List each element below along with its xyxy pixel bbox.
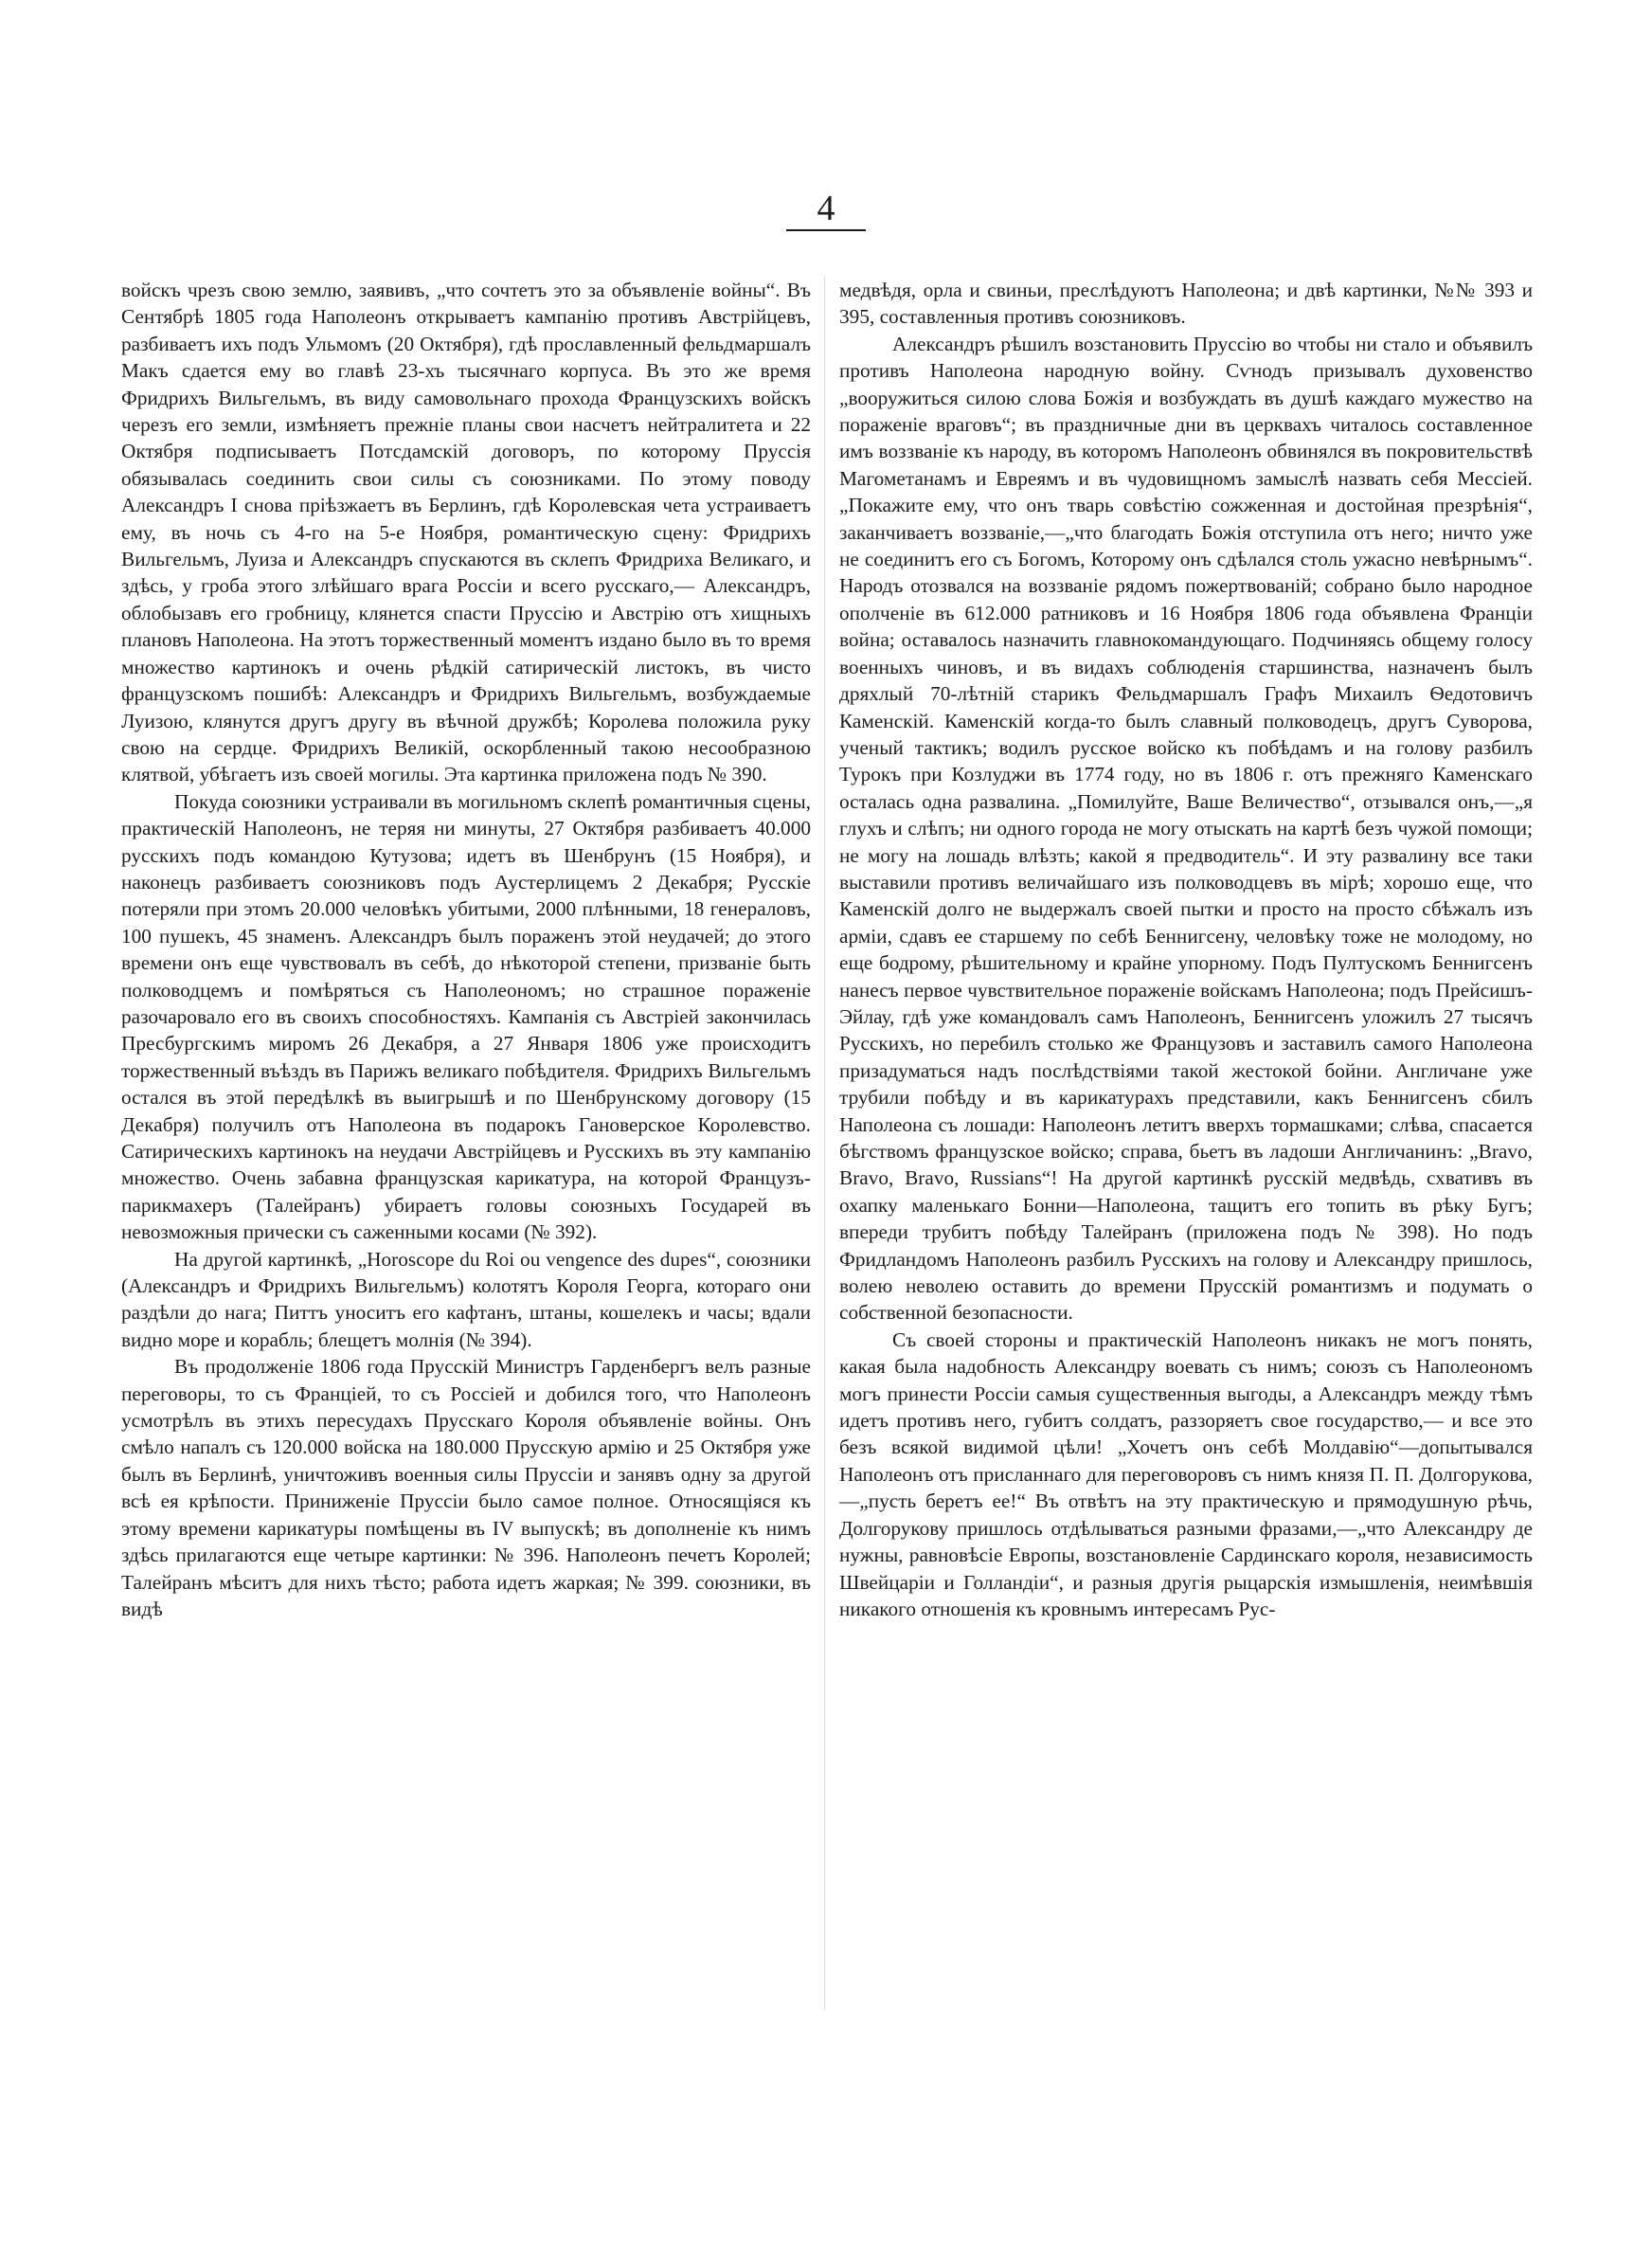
page-header: [0, 188, 1652, 231]
right-paragraph-2: Александръ рѣшилъ возстановить Пруссію во чтобы ни стало и объявилъ противъ Наполеона народную войну. Сѵнодъ призывалъ духовенство „вооружиться силою слова Божія и возбуждать въ душѣ каждаго мужество на пораженіе враговъ“; въ праздничные дни въ церквахъ читалось составленное имъ воззваніе къ народу, въ которомъ Наполеонъ обвинялся въ покровительствѣ Магометанамъ и Евреямъ и въ чудовищномъ замыслѣ назвать себя Мессіей. „Покажите ему, что онъ тварь совѣстію сожженная и достойная презрѣнія“, заканчиваетъ воззваніе,—„что благодать Божія отступила отъ него; ничто уже не соединитъ его съ Богомъ, Которому онъ сдѣлался столь ужасно невѣрнымъ“. Народъ отозвался на воззваніе рядомъ пожертвованій; собрано было народное ополченіе въ 612.000 ратниковъ и 16 Ноября 1806 года объявлена Франціи война; оставалось назначить главнокомандующаго. Подчиняясь общему голосу военныхъ чиновъ, и въ видахъ соблюденія старшинства, назначенъ былъ дряхлый 70-лѣтній старикъ Фельдмаршалъ Графъ Михаилъ Ѳедотовичъ Каменскій. Каменскій когда-то былъ славный полководецъ, другъ Суворова, ученый тактикъ; водилъ русское войско къ побѣдамъ и на голову разбилъ Турокъ при Козлуджи въ 1774 году, но въ 1806 г. отъ прежняго Каменскаго осталась одна развалина. „Помилуйте, Ваше Величество“, отзывался онъ,—„я глухъ и слѣпъ; ни одного города не могу отыскать на картѣ безъ чужой помощи; не могу на лошадь влѣзть; какой я предводитель“. И эту развалину все таки выставили противъ величайшаго изъ полководцевъ въ мірѣ; хорошо еще, что Каменскій долго не выдержалъ своей пытки и просто на просто сбѣжалъ изъ арміи, сдавъ ее старшему по себѣ Беннигсену, человѣку тоже не молодому, но еще бодрому, рѣшительному и крайне упорному. Подъ Пултускомъ Беннигсенъ нанесъ первое чувствительное пораженіе войскамъ Наполеона; подъ Прейсишъ-Эйлау, гдѣ уже командовалъ самъ Наполеонъ, Беннигсенъ уложилъ 27 тысячъ Русскихъ, но перебилъ столько же Французовъ и заставилъ самого Наполеона призадуматься надъ послѣдствіями такой жестокой бойни. Англичане уже трубили побѣду и въ карикатурахъ представили, какъ Беннигсенъ сбилъ Наполеона съ лошади: Наполеонъ летитъ вверхъ тормашками; слѣва, спасается бѣгствомъ французское войско; справа, бьетъ въ ладоши Англичанинъ: „Bravo, Bravo, Bravo, Russians“! На другой картинкѣ русскій медвѣдь, схвативъ въ охапку маленькаго Бонни—Наполеона, тащитъ его топить въ рѣку Бугъ; впереди трубитъ побѣду Талейранъ (приложена подъ № 398). Но подъ Фридландомъ Наполеонъ разбилъ Русскихъ на голову и Александру пришлось, волею неволею оставить до времени Прусскій романтизмъ и подумать о собственной безопасности.: [839, 332, 1533, 1325]
page-number: 4: [786, 188, 866, 231]
left-paragraph-4: Въ продолженіе 1806 года Прусскій Министръ Гарденбергъ велъ разные переговоры, то съ Франціей, то съ Россіей и добился того, что Наполеонъ усмотрѣлъ въ этихъ пересудахъ Прусскаго Короля объявленіе войны. Онъ смѣло напалъ съ 120.000 войска на 180.000 Прусскую армію и 25 Октября уже былъ въ Берлинѣ, уничтоживъ военныя силы Пруссіи и занявъ одну за другой всѣ ея крѣпости. Приниженіе Пруссіи было самое полное. Относящіяся къ этому времени карикатуры помѣщены въ IV выпускѣ; въ дополненіе къ нимъ здѣсь прилагаются еще четыре картинки: № 396. Наполеонъ печетъ Королей; Талейранъ мѣситъ для нихъ тѣсто; работа идетъ жаркая; № 399. союзники, въ видѣ: [121, 1355, 811, 1620]
left-paragraph-2: Покуда союзники устраивали въ могильномъ склепѣ романтичныя сцены, практическій Наполеонъ, не теряя ни минуты, 27 Октября разбиваетъ 40.000 русскихъ подъ командою Кутузова; идетъ въ Шенбрунъ (15 Ноября), и наконецъ разбиваетъ союзниковъ подъ Аустерлицемъ 2 Декабря; Русскіе потеряли при этомъ 20.000 человѣкъ убитыми, 2000 плѣнными, 18 генераловъ, 100 пушекъ, 45 знаменъ. Александръ былъ пораженъ этой неудачей; до этого времени онъ еще чувствовалъ въ себѣ, до нѣкоторой степени, призваніе быть полководцемъ и помѣряться съ Наполеономъ; но страшное пораженіе разочаровало его въ своихъ способностяхъ. Кампанія съ Австріей закончилась Пресбургскимъ миромъ 26 Декабря, а 27 Января 1806 уже происходитъ торжественный въѣздъ въ Парижъ великаго побѣдителя. Фридрихъ Вильгельмъ остался въ этой передѣлкѣ въ выигрышѣ и по Шенбрунскому договору (15 Декабря) получилъ отъ Наполеона въ подарокъ Гановерское Королевство. Сатирическихъ картинокъ на неудачи Австрійцевъ и Русскихъ въ эту кампанію множество. Очень забавна французская карикатура, на которой Французъ-парикмахеръ (Талейранъ) убираетъ головы союзныхъ Государей въ невозможныя прически съ саженными косами (№ 392).: [121, 789, 811, 1244]
right-column: [839, 277, 1533, 1622]
left-paragraph-1: войскъ чрезъ свою землю, заявивъ, „что сочтетъ это за объявленіе войны“. Въ Сентябрѣ 1805 года Наполеонъ открываетъ кампанію противъ Австрійцевъ, разбиваетъ ихъ подъ Ульмомъ (20 Октября), гдѣ прославленный фельдмаршалъ Макъ сдается ему во главѣ 23-хъ тысячнаго корпуса. Въ это же время Фридрихъ Вильгельмъ, въ виду самовольнаго прохода Французскихъ войскъ черезъ его земли, измѣняетъ прежніе планы свои насчетъ нейтралитета и 22 Октября подписываетъ Потсдамскій договоръ, по которому Пруссія обязывалась соединить свои силы съ союзниками. По этому поводу Александръ I снова пріѣзжаетъ въ Берлинъ, гдѣ Королевская чета устраиваетъ ему, въ ночь съ 4-го на 5-е Ноября, романтическую сцену: Фридрихъ Вильгельмъ, Луиза и Александръ спускаются въ склепъ Фридриха Великаго, и здѣсь, у гроба этого злѣйшаго врага Россіи и всего русскаго,— Александръ, облобызавъ его гробницу, клянется спасти Пруссію и Австрію отъ хищныхъ плановъ Наполеона. На этотъ торжественный моментъ издано было въ то время множество картинокъ и очень рѣдкій сатирическій листокъ, въ чисто французскомъ пошибѣ: Александръ и Фридрихъ Вильгельмъ, возбуждаемые Луизою, клянутся другъ другу въ вѣчной дружбѣ; Королева положила руку свою на сердце. Фридрихъ Великій, оскорбленный такою несообразною клятвой, убѣгаетъ изъ своей могилы. Эта картинка приложена подъ № 390.: [121, 279, 811, 786]
right-paragraph-1: медвѣдя, орла и свиньи, преслѣдуютъ Наполеона; и двѣ картинки, №№ 393 и 395, составленныя противъ союзниковъ.: [839, 279, 1533, 329]
column-divider: [824, 277, 825, 2011]
left-column: [121, 277, 811, 1622]
left-paragraph-3: На другой картинкѣ, „Horoscope du Roi ou vengence des dupes“, союзники (Александръ и Фридрихъ Вильгельмъ) колотятъ Короля Георга, котораго они раздѣли до нага; Питтъ уноситъ его кафтанъ, штаны, кошелекъ и часы; вдали видно море и корабль; блещетъ молнія (№ 394).: [121, 1247, 811, 1351]
right-paragraph-3: Съ своей стороны и практическій Наполеонъ никакъ не могъ понять, какая была надобность Александру воевать съ нимъ; союзъ съ Наполеономъ могъ принести Россіи самыя существенныя выгоды, а Александръ между тѣмъ идетъ противъ него, губитъ солдатъ, раззоряетъ свое государство,— и все это безъ всякой видимой цѣли! „Хочетъ онъ себѣ Молдавію“—допытывался Наполеонъ отъ присланнаго для переговоровъ съ нимъ князя П. П. Долгорукова,—„пусть беретъ ее!“ Въ отвѣтъ на эту практическую и прямодушную рѣчь, Долгорукову пришлось отдѣлываться разными фразами,—„что Александру де нужны, равновѣсіе Европы, возстановленіе Сардинскаго короля, независимость Швейцаріи и Голландіи“, и разныя другія рыцарскія измышленія, неимѣвшія никакого отношенія къ кровнымъ интересамъ Рус-: [839, 1327, 1533, 1620]
